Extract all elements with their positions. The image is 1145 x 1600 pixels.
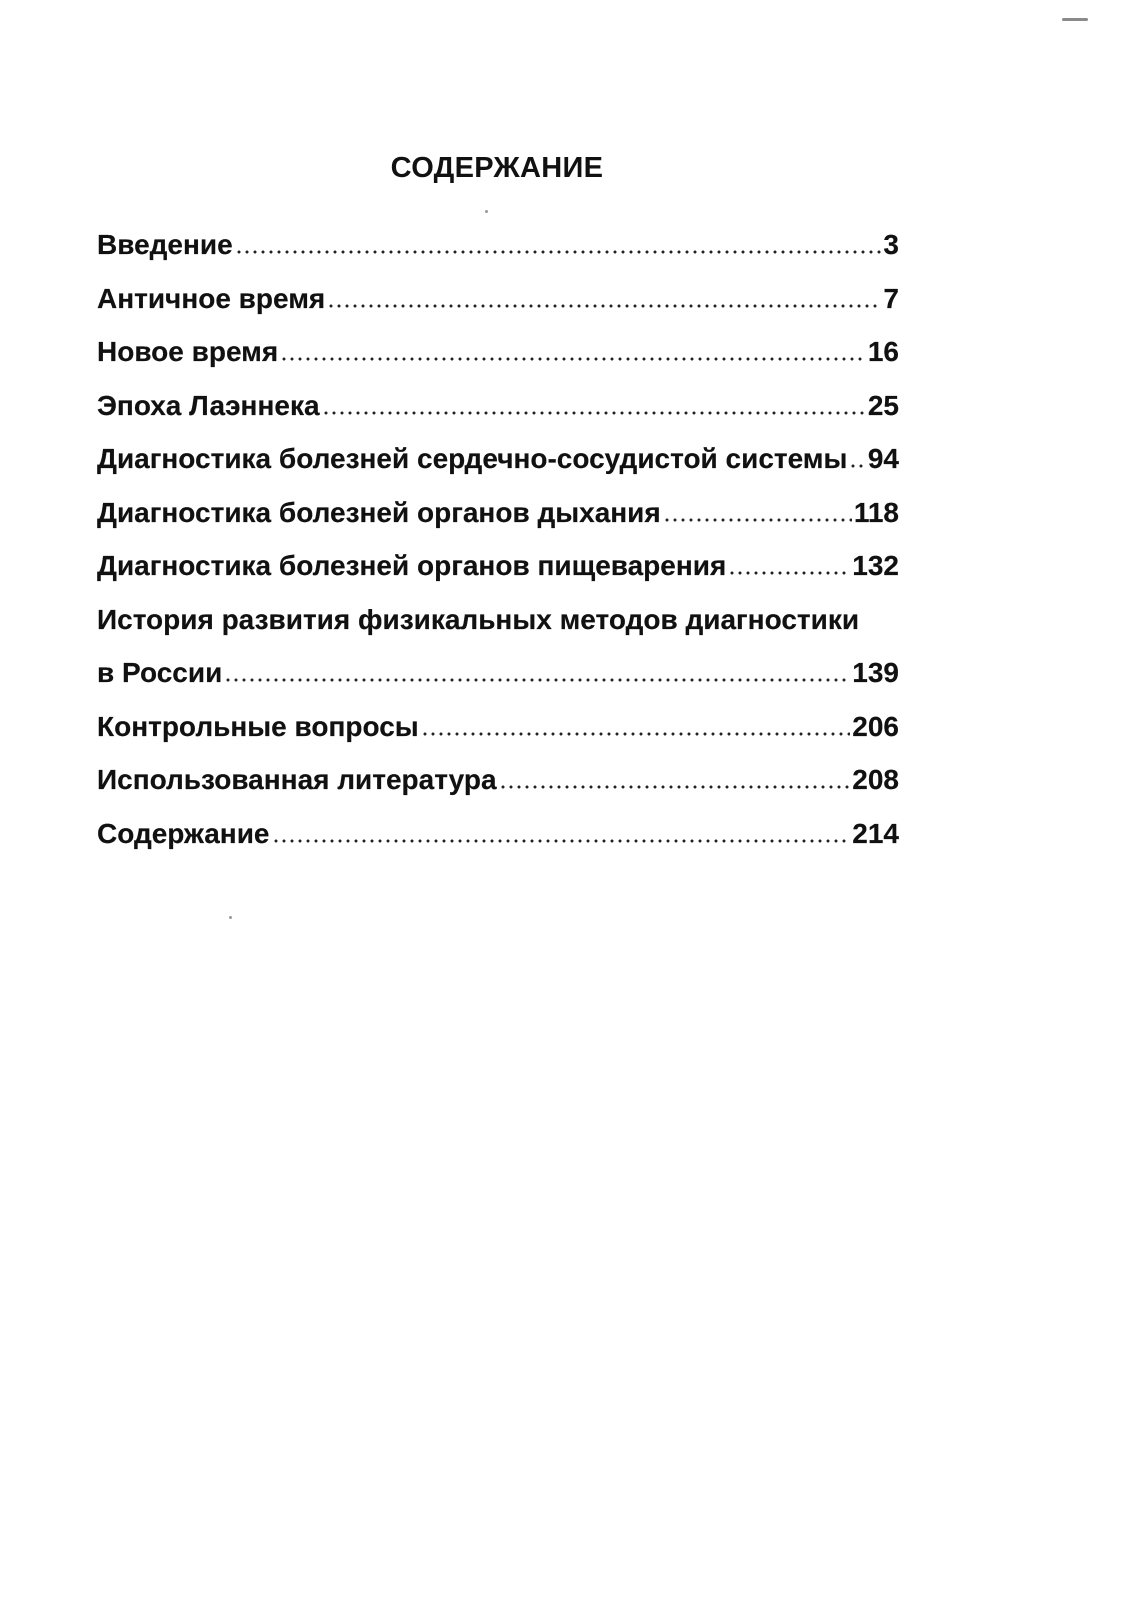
dot-leader xyxy=(272,839,851,843)
toc-entry xyxy=(97,432,899,486)
toc-entry-title: Использованная литература xyxy=(97,764,497,795)
toc-entry-title: Античное время xyxy=(97,282,326,314)
dot-leader xyxy=(849,464,865,468)
toc-entry-title: Содержание xyxy=(97,817,270,849)
toc-entry-page: 206 xyxy=(852,710,899,742)
toc-entry-page: 3 xyxy=(883,229,899,260)
toc-entry-title: Диагностика болезней органов пищеварения xyxy=(97,550,727,581)
dot-leader xyxy=(327,304,881,308)
toc-entry-page: 94 xyxy=(867,443,899,474)
toc-entry xyxy=(97,539,899,593)
toc-entry-page: 25 xyxy=(867,389,899,421)
scan-speck xyxy=(229,916,232,919)
toc-entry-page: 7 xyxy=(883,282,899,314)
toc-entry xyxy=(97,379,899,433)
dot-leader xyxy=(663,518,852,522)
toc-entry-title: Новое время xyxy=(97,336,279,367)
toc-entry-title: История развития физикальных методов диагностики xyxy=(97,603,860,635)
table-of-contents xyxy=(97,218,899,860)
toc-entry-title: Контрольные вопросы xyxy=(97,710,419,742)
toc-entry-title: Эпоха Лаэннека xyxy=(97,389,320,421)
dot-leader xyxy=(421,732,851,736)
toc-entry-page: 16 xyxy=(867,336,899,367)
dot-leader xyxy=(499,785,851,789)
dot-leader xyxy=(728,571,850,575)
dot-leader xyxy=(322,411,866,415)
dot-leader xyxy=(280,357,866,361)
toc-entry xyxy=(97,272,899,326)
scan-speck xyxy=(485,210,488,213)
scan-mark xyxy=(1062,18,1088,21)
toc-entry-page: 132 xyxy=(852,550,899,581)
toc-entry xyxy=(97,325,899,379)
toc-entry-title: Диагностика болезней сердечно-сосудистой системы xyxy=(97,443,848,474)
toc-entry xyxy=(97,486,899,540)
dot-leader xyxy=(235,250,882,254)
toc-entry-page: 139 xyxy=(852,657,899,688)
toc-entry-title: Диагностика болезней органов дыхания xyxy=(97,496,661,528)
toc-entry xyxy=(97,646,899,700)
toc-entry xyxy=(97,218,899,272)
toc-entry-title: в России xyxy=(97,657,223,688)
toc-entry-title: Введение xyxy=(97,229,233,260)
toc-entry-page: 118 xyxy=(853,496,899,528)
page-title: СОДЕРЖАНИЕ xyxy=(390,152,604,184)
dot-leader xyxy=(224,678,850,682)
toc-entry xyxy=(97,753,899,807)
toc-entry xyxy=(97,807,899,861)
toc-entry-page: 214 xyxy=(852,817,899,849)
toc-entry-page: 208 xyxy=(852,764,899,795)
toc-entry-first-line xyxy=(97,593,899,647)
toc-entry xyxy=(97,700,899,754)
